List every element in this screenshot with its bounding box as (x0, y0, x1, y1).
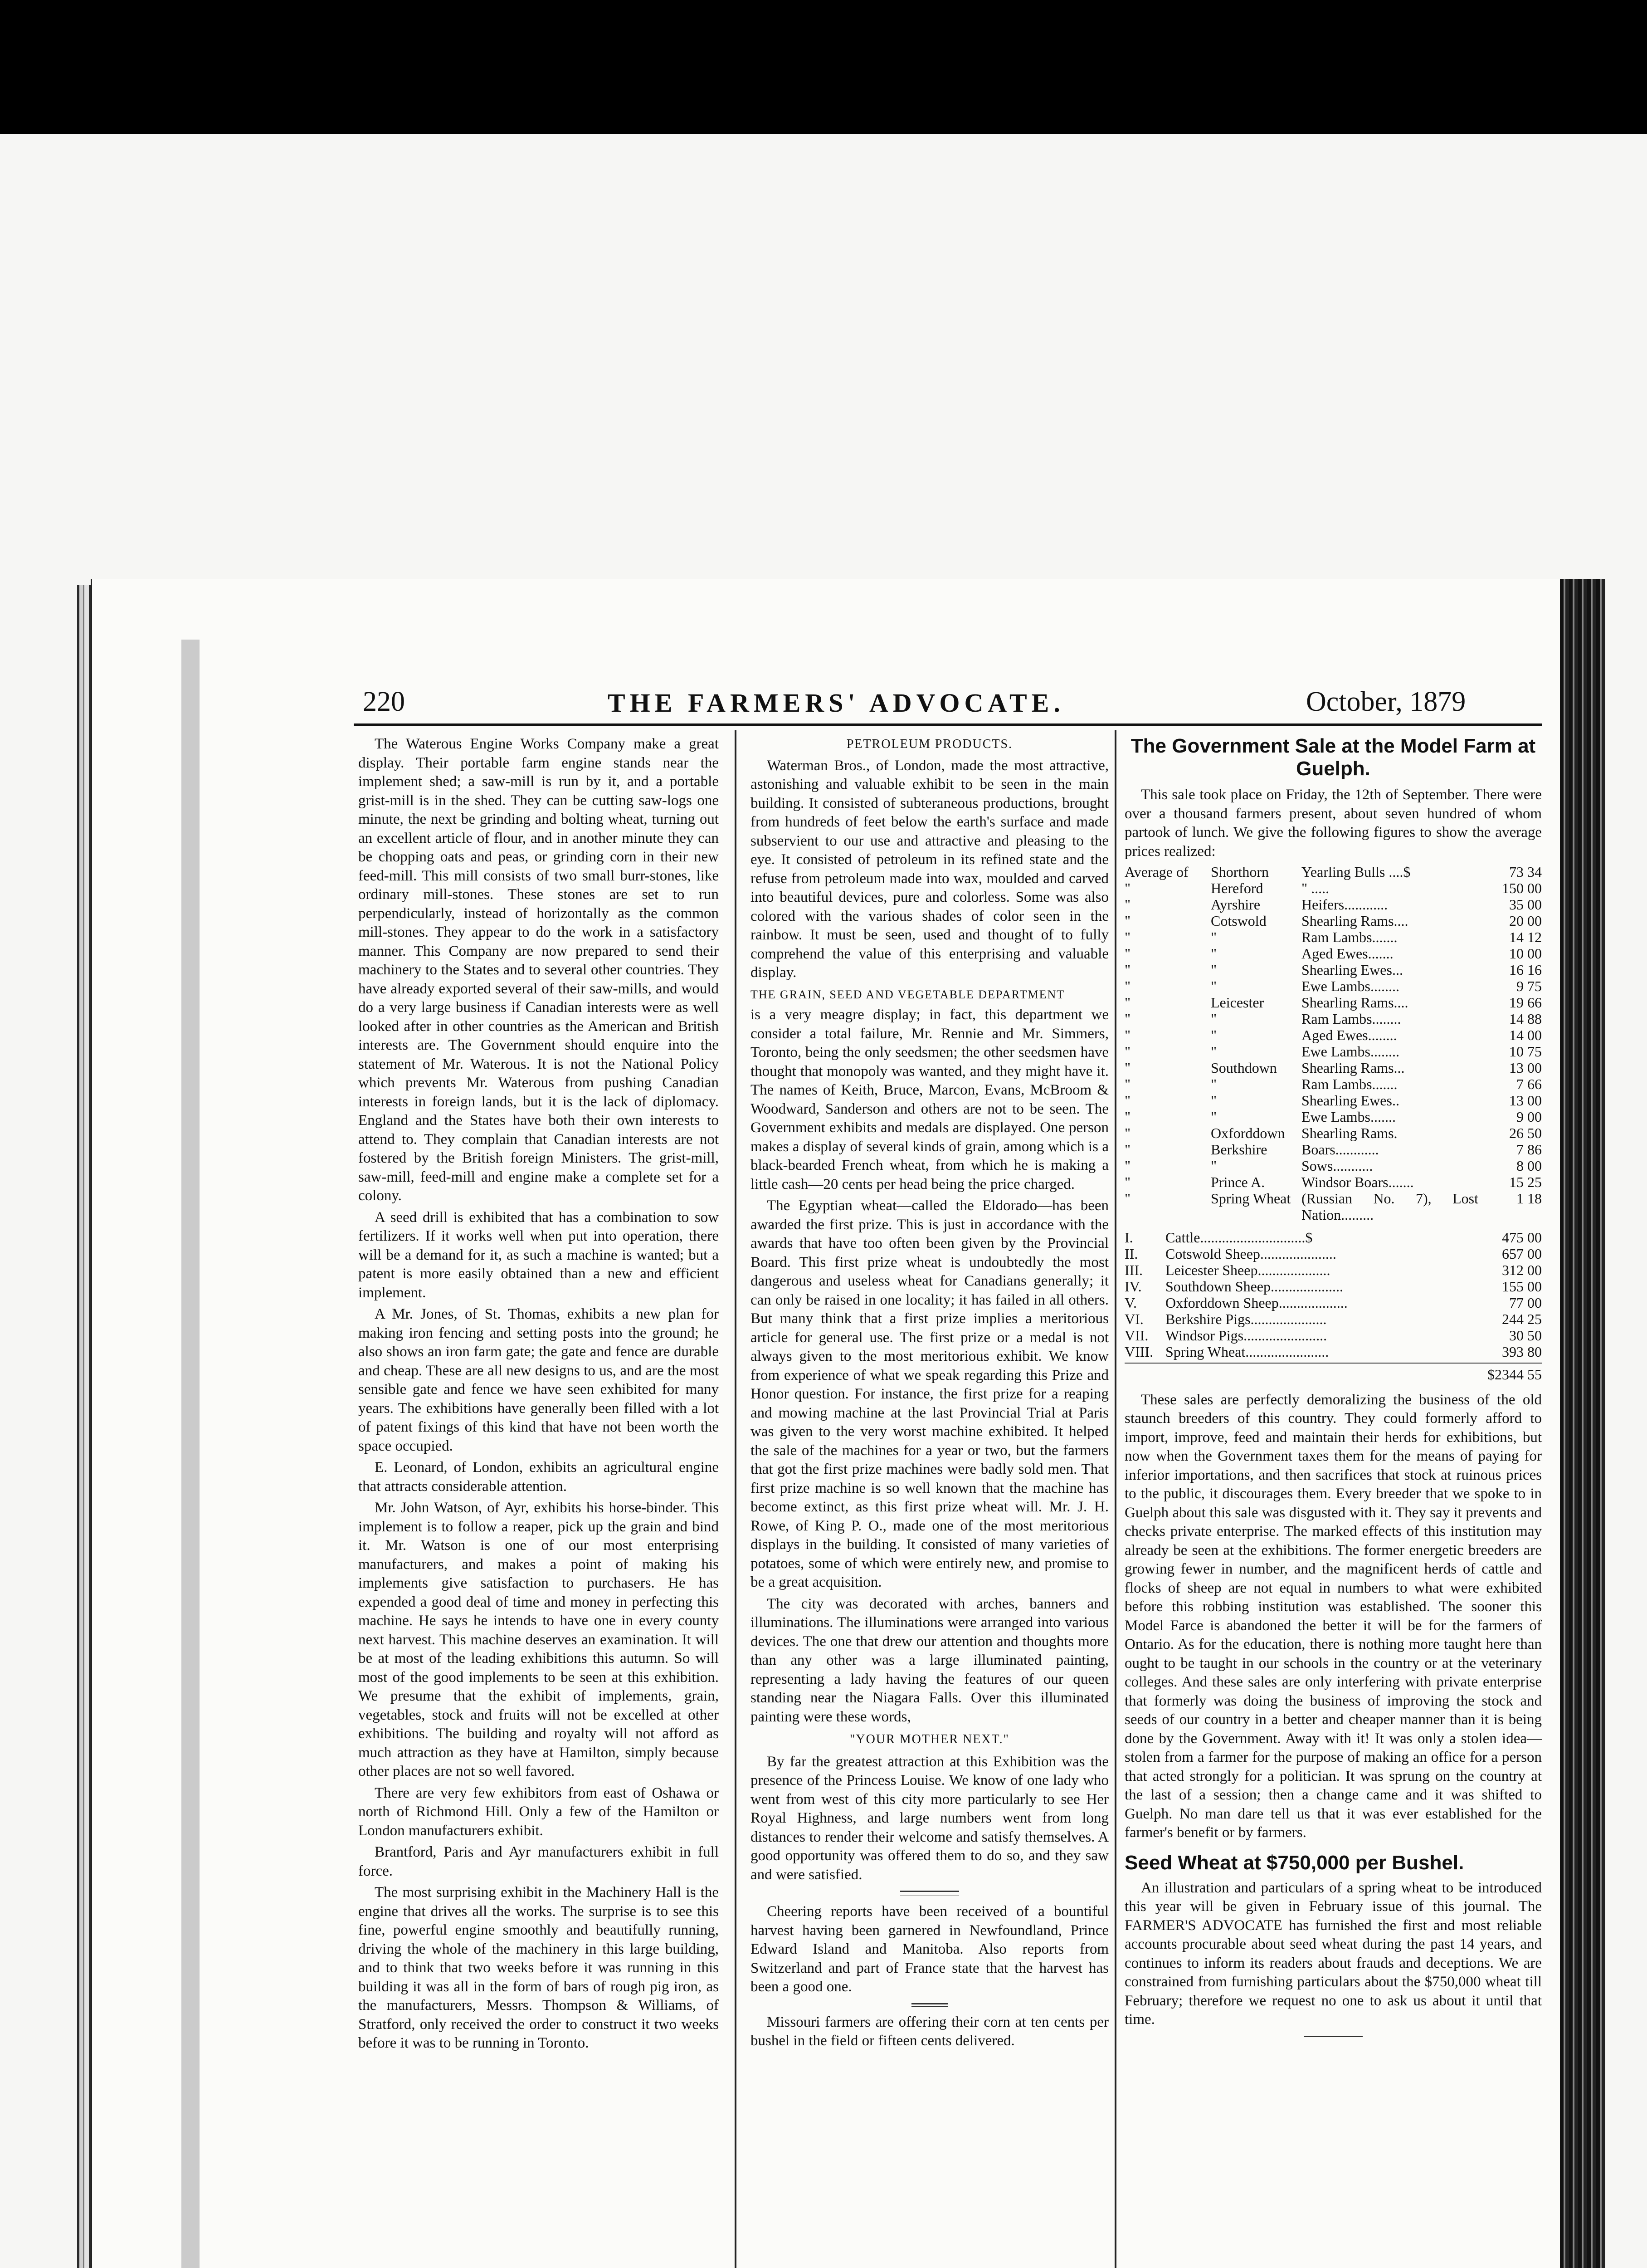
article-paragraph: By far the greatest attraction at this Exhibition was the presence of the Princess Louise. We know of one lady who went from west of this city more particularly to see Her Royal Highness, and large numbers went from long distances to render their welcome and satisfy themselves. A good opportunity was offered them to do so, and they saw and were satisfied. (750, 1753, 1109, 1883)
price-lead: " (1125, 1141, 1131, 1158)
article-headline-guelph-sale: The Government Sale at the Model Farm at Guelph. (1130, 735, 1536, 780)
total-roman: I. (1125, 1229, 1133, 1246)
price-lead: " (1125, 1043, 1131, 1060)
price-row (1125, 1109, 1542, 1125)
price-lead: " (1125, 994, 1131, 1011)
article-paragraph: The city was decorated with arches, banners and illuminations. The illuminations were arranged into various devices. The one that drew our attention and thoughts more than any other was a large illuminated painting, representing a lady having the features of our queen standing near the Niagara Falls. Over this illuminated painting were these words, (750, 1595, 1109, 1725)
article-paragraph: This sale took place on Friday, the 12th of September. There were over a thousand farmers present, about seven hundred of whom partook of lunch. We give the following figures to show the average prices realized: (1125, 787, 1542, 860)
price-breed: " (1211, 1158, 1217, 1174)
price-item: Ewe Lambs........ (1301, 978, 1399, 994)
total-row (1125, 1344, 1542, 1360)
total-value: 475 00 (1502, 1229, 1542, 1246)
price-value: 10 75 (1509, 1043, 1542, 1060)
sale-totals-table (1125, 1229, 1542, 1360)
page-number: 220 (363, 686, 405, 717)
article-paragraph: These sales are perfectly demoralizing the business of the old staunch breeders of this country. They could formerly afford to import, improve, feed and maintain their herds for exhibitions, but now when the Government taxes them for the means of paying for inferior importations, and then sacrifices that stock at ruinous prices to the public, it discourages them. Every breeder that we spoke to in Guelph about this sale was disgusted with it. They say it prevents and checks private enterprise. The marked effects of this institution may already be seen at the exhibitions. The former energetic breeders are growing fewer in number, and the magnificent herds of cattle and flocks of sheep are not equal in numbers to what were exhibited before this robbing institution was established. The sooner this Model Farce is abandoned the better it will be for the farmers of Ontario. As for the education, there is nothing more taught here than ought to be taught in our schools in the country or at the veterinary colleges. And these sales are only interfering with private enterprise that formerly was doing the business of improving the stock and seeds of our country in a better and cheaper manner than it is being done by the Government. Away with it! It was only a stolen idea—stolen from a farmer for the purpose of making an office for a person that acted strongly for a politician. It was sprung on the country at the last of a session; then a change came and it was shifted to Guelph. No man dare tell us that it was ever established for the farmer's benefit or by farmers. (1125, 1391, 1542, 1841)
section-heading-grain: THE GRAIN, SEED AND VEGETABLE DEPARTMENT (750, 987, 1065, 1001)
price-row (1125, 1076, 1542, 1092)
article-paragraph: The Waterous Engine Works Company make a great display. Their portable farm engine stands near the implement shed; a saw-mill is run by it, and a portable grist-mill is in the shed. They can be cutting saw-logs one minute, the next be grinding and bolting wheat, turning out an excellent article of flour, and in another minute they can be chopping oats and peas, or grinding corn in their new feed-mill. This mill consists of two small burr-stones, like ordinary mill-stones. These stones are set to run perpendicularly, instead of horizontally as the common mill-stones. They appear to do the work in a satisfactory manner. This Company are now prepared to send their machinery to the States and to several other countries. They have already exported several of their saw-mills, and would do a very large business if Canadian interests were as well looked after in other countries as the American and British interests are. The Government should enquire into the statement of Mr. Waterous. It is not the National Policy which prevents Mr. Waterous from pushing Canadian interests in foreign lands, but it is the lack of diplomacy. England and the States have both their own interests to attend to. They complain that Canadian interests are not fostered by the British foreign Ministers. The grist-mill, saw-mill, feed-mill and engine make a complete set for a colony. (358, 736, 719, 1204)
price-value: 73 34 (1509, 864, 1542, 880)
article-paragraph: E. Leonard, of London, exhibits an agricultural engine that attracts considerable attention. (358, 1459, 719, 1495)
article-paragraph: Brantford, Paris and Ayr manufacturers exhibit in full force. (358, 1844, 719, 1879)
price-breed: " (1211, 1027, 1217, 1043)
total-value: 155 00 (1502, 1278, 1542, 1295)
price-breed: Hereford (1211, 880, 1263, 896)
price-value: 14 12 (1509, 929, 1542, 945)
price-value: 1 18 (1516, 1190, 1542, 1207)
price-breed: " (1211, 1043, 1217, 1060)
price-row (1125, 1141, 1542, 1158)
price-breed: " (1211, 1076, 1217, 1092)
price-row (1125, 945, 1542, 962)
price-value: 20 00 (1509, 913, 1542, 929)
price-item: Boars............ (1301, 1141, 1379, 1158)
article-paragraph: A Mr. Jones, of St. Thomas, exhibits a new plan for making iron fencing and setting posts into the ground; he also shows an iron farm gate; the gate and fence are durable and cheap. These are all new designs to us, and are the most sensible gate and fence we have seen exhibited for many years. The exhibitions have generally been filled with a lot of patent fixings of this kind that have not been worth the space occupied. (358, 1306, 719, 1454)
price-item: Aged Ewes........ (1301, 1027, 1397, 1043)
price-item: Shearling Ewes.. (1301, 1092, 1399, 1109)
total-value: 77 00 (1509, 1295, 1542, 1311)
price-row (1125, 929, 1542, 945)
total-roman: III. (1125, 1262, 1143, 1278)
price-lead: " (1125, 1174, 1131, 1190)
price-value: 150 00 (1502, 880, 1542, 896)
total-row (1125, 1262, 1542, 1278)
price-row (1125, 962, 1542, 978)
price-row (1125, 1174, 1542, 1190)
article-paragraph: Cheering reports have been received of a bountiful harvest having been garnered in Newfoundland, Prince Edward Island and Manitoba. Also reports from Switzerland and part of France state that the harvest has been a good one. (750, 1903, 1109, 1995)
section-separator (900, 1891, 959, 1896)
price-value: 10 00 (1509, 945, 1542, 962)
price-item: Ram Lambs....... (1301, 929, 1398, 945)
price-row (1125, 1060, 1542, 1076)
price-lead: " (1125, 962, 1131, 978)
price-value: 16 16 (1509, 962, 1542, 978)
column-divider (735, 730, 736, 2268)
price-breed: " (1211, 1011, 1217, 1027)
price-lead: " (1125, 896, 1131, 913)
total-roman: VI. (1125, 1311, 1144, 1327)
price-item: (Russian No. 7), Lost Nation......... (1301, 1190, 1478, 1223)
total-roman: VIII. (1125, 1344, 1154, 1360)
price-row (1125, 1027, 1542, 1043)
total-value: 657 00 (1502, 1246, 1542, 1262)
section-heading-petroleum: PETROLEUM PRODUCTS. (846, 737, 1013, 751)
price-row (1125, 880, 1542, 896)
page-edge (1560, 579, 1605, 2268)
price-value: 9 00 (1516, 1109, 1542, 1125)
price-item: Shearling Rams.... (1301, 994, 1408, 1011)
price-item: Shearling Ewes... (1301, 962, 1403, 978)
total-row (1125, 1311, 1542, 1327)
gutter-shadow (181, 640, 200, 2268)
total-label: Southdown Sheep.................... (1165, 1278, 1343, 1295)
total-row (1125, 1278, 1542, 1295)
total-roman: II. (1125, 1246, 1138, 1262)
price-item: Ewe Lambs........ (1301, 1043, 1399, 1060)
header-rule (354, 723, 1542, 726)
price-breed: Ayrshire (1211, 896, 1261, 913)
article-paragraph: The most surprising exhibit in the Machinery Hall is the engine that drives all the works. The surprise is to see this fine, powerful engine smoothly and beautifully running, driving the whole of the machinery in this large building, and to think that two weeks before it was running in this building it was all in the form of bars of rough pig iron, as the manufacturers, Messrs. Thompson & Williams, of Stratford, only received the order to construct it two weeks before it was to be running in Toronto. (358, 1884, 719, 2051)
section-separator (911, 2003, 948, 2007)
price-value: 13 00 (1509, 1060, 1542, 1076)
price-row (1125, 1092, 1542, 1109)
price-lead: " (1125, 1109, 1131, 1125)
article-paragraph: Mr. John Watson, of Ayr, exhibits his horse-binder. This implement is to follow a reaper, pick up the grain and bind it. Mr. Watson is one of our most enterprising manufacturers, and makes a point of making his implements give satisfaction to purchasers. He has expended a good deal of time and money in perfecting this machine. He says he intends to have one in every county next harvest. This machine deserves an examination. It will be at most of the leading exhibitions this autumn. So will most of the good implements to be seen at this exhibition. We presume that the exhibit of implements, grain, vegetables, stock and fruits will not be excelled at other exhibitions. The building and royalty will not afford as much attraction as they have at Hamilton, simply because other places are not so well favored. (358, 1500, 719, 1779)
article-paragraph: is a very meagre display; in fact, this department we consider a total failure, Mr. Rennie and Mr. Simmers, Toronto, being the only seedsmen; the other seedsmen have thought that monopoly was wanted, and they might have it. The names of Keith, Bruce, Marcon, Evans, McBroom & Woodward, Sanderson and others are not to be seen. The Government exhibits and medals are displayed. One person makes a display of several kinds of grain, among which is a black-bearded French wheat, from which he is making a little cash—20 cents per head being the price charged. (750, 1007, 1109, 1193)
price-item: Ewe Lambs....... (1301, 1109, 1396, 1125)
price-value: 13 00 (1509, 1092, 1542, 1109)
total-label: Berkshire Pigs..................... (1165, 1311, 1327, 1327)
price-row (1125, 1011, 1542, 1027)
article-paragraph: Waterman Bros., of London, made the most attractive, astonishing and valuable exhibit to be seen in the main building. It consisted of subteraneous productions, brought from hundreds of feet below the earth's surface and made subservient to our use and attractive and pleasing to the eye. It consisted of petroleum in its refined state and the refuse from petroleum made into wax, moulded and carved into beautiful devices, pure and colorless. Some was also colored with the various shades of color seen in the rainbow. It must be seen, used and thought of to fully comprehend the value of this enterprising and valuable display. (750, 757, 1109, 981)
price-item: Shearling Rams... (1301, 1060, 1405, 1076)
price-breed: Prince A. (1211, 1174, 1265, 1190)
price-item: Windsor Boars....... (1301, 1174, 1414, 1190)
price-breed: " (1211, 945, 1217, 962)
column-1 (358, 735, 719, 2056)
price-row (1125, 864, 1542, 880)
price-row (1125, 1043, 1542, 1060)
total-value: 312 00 (1502, 1262, 1542, 1278)
price-breed: Oxforddown (1211, 1125, 1285, 1141)
price-row (1125, 1125, 1542, 1141)
total-label: Windsor Pigs....................... (1165, 1327, 1327, 1344)
price-lead: " (1125, 978, 1131, 994)
price-item: Aged Ewes....... (1301, 945, 1394, 962)
article-paragraph: There are very few exhibitors from east of Oshawa or north of Richmond Hill. Only a few of the Hamilton or London manufacturers exhibit. (358, 1784, 719, 1839)
price-breed: Shorthorn (1211, 864, 1269, 880)
price-lead: " (1125, 1011, 1131, 1027)
price-item: " ..... (1301, 880, 1330, 896)
total-label: Oxforddown Sheep................... (1165, 1295, 1348, 1311)
column-2 (750, 735, 1109, 2053)
price-lead: " (1125, 1060, 1131, 1076)
column-divider (1115, 730, 1116, 2268)
section-separator (1304, 2036, 1363, 2041)
total-row (1125, 1295, 1542, 1311)
total-label: Spring Wheat....................... (1165, 1344, 1329, 1360)
price-row (1125, 913, 1542, 929)
grand-total: $2344 55 (1125, 1363, 1542, 1384)
price-lead: " (1125, 929, 1131, 945)
price-value: 9 75 (1516, 978, 1542, 994)
illumination-quote: "YOUR MOTHER NEXT." (850, 1732, 1009, 1746)
price-breed: Southdown (1211, 1060, 1277, 1076)
price-row (1125, 1190, 1542, 1223)
price-breed: Cotswold (1211, 913, 1267, 929)
masthead-title: THE FARMERS' ADVOCATE. (608, 688, 1065, 718)
price-value: 7 66 (1516, 1076, 1542, 1092)
price-breed: " (1211, 929, 1217, 945)
total-value: 244 25 (1502, 1311, 1542, 1327)
price-breed: Berkshire (1211, 1141, 1267, 1158)
total-roman: IV. (1125, 1278, 1142, 1295)
price-row (1125, 978, 1542, 994)
price-lead: " (1125, 1125, 1131, 1141)
total-row (1125, 1246, 1542, 1262)
price-value: 35 00 (1509, 896, 1542, 913)
price-row (1125, 896, 1542, 913)
total-row (1125, 1327, 1542, 1344)
article-headline-seed-wheat: Seed Wheat at $750,000 per Bushel. (1125, 1851, 1464, 1874)
price-item: Sows........... (1301, 1158, 1373, 1174)
total-row (1125, 1229, 1542, 1246)
column-3 (1125, 735, 1542, 2048)
price-lead: Average of (1125, 864, 1189, 880)
total-label: Cotswold Sheep..................... (1165, 1246, 1336, 1262)
price-value: 14 00 (1509, 1027, 1542, 1043)
price-item: Ram Lambs........ (1301, 1011, 1401, 1027)
page-header (363, 681, 1542, 727)
issue-date: October, 1879 (1306, 686, 1466, 717)
price-breed: " (1211, 1109, 1217, 1125)
article-paragraph: An illustration and particulars of a spring wheat to be introduced this year will be given in February issue of this journal. The FARMER'S ADVOCATE has furnished the first and most reliable accounts procurable about seed wheat during the past 14 years, and continues to inform its readers about frauds and deceptions. We are constrained from furnishing particulars about the $750,000 wheat till February; therefore we request no one to ask us about it until that time. (1125, 1879, 1542, 2028)
total-label: Leicester Sheep.................... (1165, 1262, 1330, 1278)
price-breed: " (1211, 1092, 1217, 1109)
total-value: 393 80 (1502, 1344, 1542, 1360)
price-item: Shearling Rams.... (1301, 913, 1408, 929)
price-item: Shearling Rams. (1301, 1125, 1398, 1141)
price-value: 15 25 (1509, 1174, 1542, 1190)
article-paragraph: Missouri farmers are offering their corn at ten cents per bushel in the field or fifteen cents delivered. (750, 2014, 1109, 2049)
average-prices-table (1125, 864, 1542, 1223)
price-lead: " (1125, 880, 1131, 896)
price-lead: " (1125, 1076, 1131, 1092)
price-lead: " (1125, 945, 1131, 962)
price-row (1125, 994, 1542, 1011)
price-value: 8 00 (1516, 1158, 1542, 1174)
price-breed: Spring Wheat (1211, 1190, 1291, 1207)
article-paragraph: The Egyptian wheat—called the Eldorado—has been awarded the first prize. This is just in accordance with the awards that have too often been given by the Provincial Board. This first prize wheat is undoubtedly the most dangerous and useless wheat for Canadians generally; it can only be raised in one locality; it has failed in all others. But many think that a first prize implies a meritorious article for general use. The first prize or a medal is not always given to the most meritorious exhibit. We know from experience of what we speak regarding this Prize and Honor question. For instance, the first prize for a reaping and mowing machine at the last Provincial Trial at Paris was given to the very worst machine exhibited. It helped the sale of the machines for a year or two, but the farmers that got the first prize machines were badly sold men. That first prize machine is so well known that the machine has become extinct, as this first prize wheat will. Mr. J. H. Rowe, of King P. O., made one of the most meritorious displays in the building. It consisted of many varieties of potatoes, some of which were entirely new, and promise to be a great acquisition. (750, 1198, 1109, 1590)
price-item: Yearling Bulls ....$ (1301, 864, 1411, 880)
price-lead: " (1125, 913, 1131, 929)
price-item: Heifers............ (1301, 896, 1388, 913)
total-roman: VII. (1125, 1327, 1149, 1344)
total-roman: V. (1125, 1295, 1137, 1311)
price-value: 7 86 (1516, 1141, 1542, 1158)
price-item: Ram Lambs....... (1301, 1076, 1398, 1092)
total-label: Cattle.............................$ (1165, 1229, 1313, 1246)
price-value: 14 88 (1509, 1011, 1542, 1027)
price-row (1125, 1158, 1542, 1174)
price-lead: " (1125, 1190, 1131, 1207)
price-breed: " (1211, 962, 1217, 978)
total-value: 30 50 (1509, 1327, 1542, 1344)
price-lead: " (1125, 1158, 1131, 1174)
price-value: 19 66 (1509, 994, 1542, 1011)
price-lead: " (1125, 1092, 1131, 1109)
price-value: 26 50 (1509, 1125, 1542, 1141)
price-lead: " (1125, 1027, 1131, 1043)
price-breed: " (1211, 978, 1217, 994)
price-breed: Leicester (1211, 994, 1264, 1011)
article-paragraph: A seed drill is exhibited that has a combination to sow fertilizers. If it works well when put into operation, there will be a demand for it, as such a machine is wanted; but a patent is more easily obtained than a new and efficient implement. (358, 1209, 719, 1301)
